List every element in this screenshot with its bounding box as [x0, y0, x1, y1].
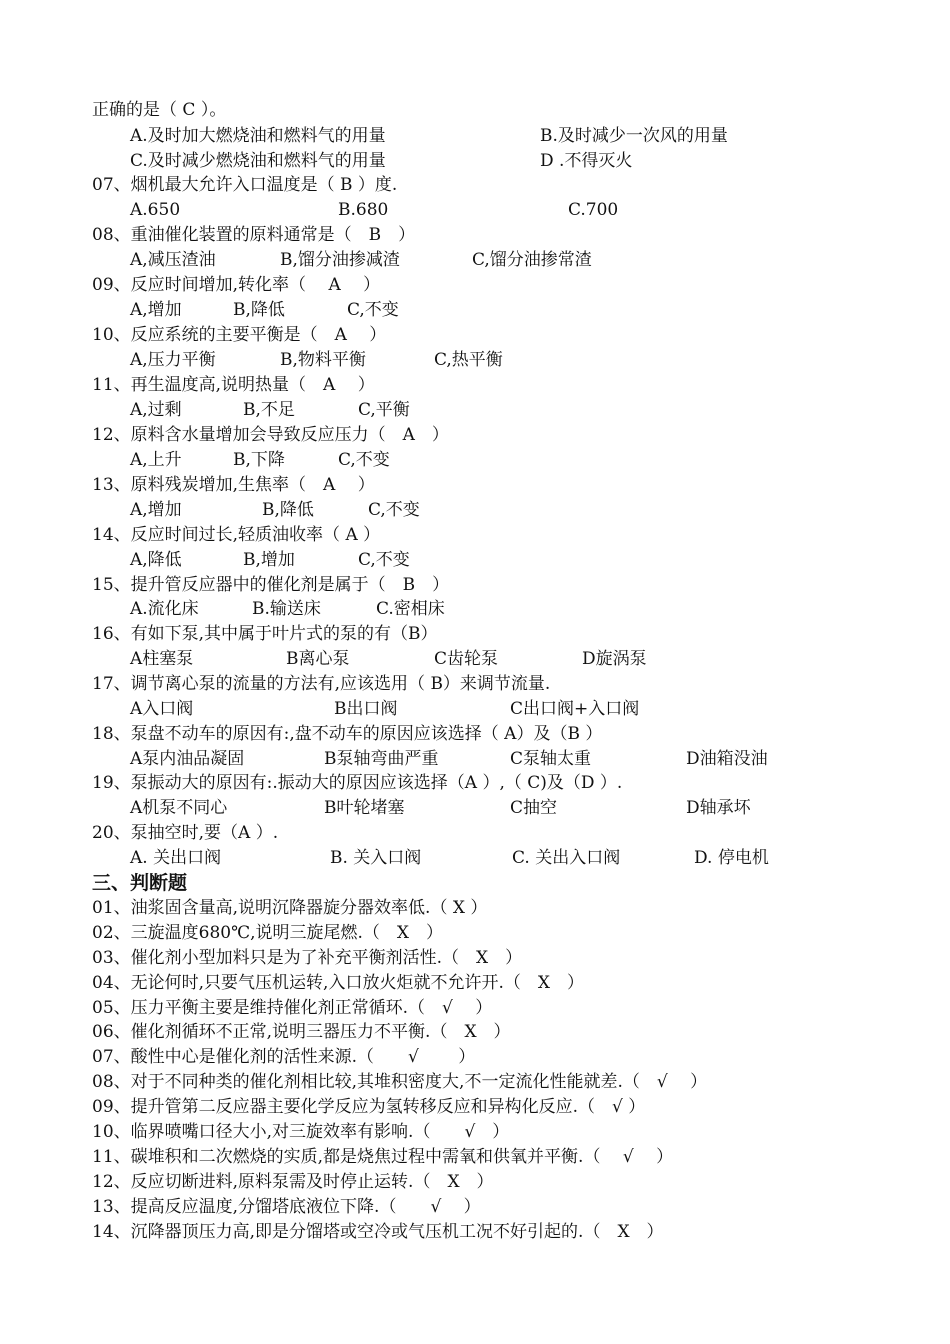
option-d: D旋涡泵: [582, 649, 647, 669]
question-06-options-row-1: [0, 124, 950, 149]
option-c: C抽空: [510, 798, 558, 818]
question-stem: 07、烟机最大允许入口温度是（ B ）度.: [92, 175, 398, 195]
option-c: C,不变: [347, 300, 399, 320]
question-14-options: [0, 548, 950, 573]
question-19-options: [0, 796, 950, 821]
question-07: [0, 173, 950, 198]
question-08: [0, 223, 950, 248]
question-08-options: [0, 248, 950, 273]
question-12-options: [0, 448, 950, 473]
question-stem: 17、调节离心泵的流量的方法有,应该选用（ B）来调节流量.: [92, 674, 551, 694]
judgement-item: [0, 1145, 950, 1170]
option-d: D. 停电机: [694, 848, 769, 868]
question-stem: 15、提升管反应器中的催化剂是属于（ B ）: [92, 575, 450, 595]
option-b: B. 关入口阀: [330, 848, 422, 868]
option-c: C.密相床: [376, 599, 445, 619]
question-stem: 18、泵盘不动车的原因有:,盘不动车的原因应该选择（ A）及（B ）: [92, 724, 603, 744]
question-18: [0, 722, 950, 747]
option-d: D油箱没油: [686, 749, 768, 769]
option-c: C. 关出入口阀: [512, 848, 621, 868]
judgement-item: [0, 996, 950, 1021]
section-heading-row: [0, 871, 950, 896]
option-a: A,减压渣油: [130, 250, 216, 270]
judgement-item: [0, 1170, 950, 1195]
question-11: [0, 373, 950, 398]
question-12: [0, 423, 950, 448]
question-stem: 19、泵振动大的原因有:.振动大的原因应该选择（A ）,（ C)及（D ）.: [92, 773, 623, 793]
option-a: A.及时加大燃烧油和燃料气的用量: [130, 126, 386, 146]
option-b: B.及时减少一次风的用量: [540, 126, 728, 146]
question-stem: 13、原料残炭增加,生焦率（ A ）: [92, 475, 375, 495]
question-10-options: [0, 348, 950, 373]
question-07-options: [0, 198, 950, 223]
question-20: [0, 821, 950, 846]
judgement-item: [0, 946, 950, 971]
question-15: [0, 573, 950, 598]
judgement-text: 05、压力平衡主要是维持催化剂正常循环.（ √ ）: [92, 998, 493, 1018]
option-b: B,不足: [243, 400, 295, 420]
option-a: A柱塞泵: [130, 649, 194, 669]
judgement-item: [0, 921, 950, 946]
option-c: C,不变: [368, 500, 420, 520]
option-b: B,降低: [262, 500, 314, 520]
judgement-item: [0, 896, 950, 921]
question-06-continuation: [0, 98, 950, 123]
question-15-options: [0, 597, 950, 622]
option-a: A.流化床: [130, 599, 199, 619]
judgement-text: 06、催化剂循环不正常,说明三器压力不平衡.（ X ）: [92, 1022, 511, 1042]
option-a: A机泵不同心: [130, 798, 228, 818]
question-20-options: [0, 846, 950, 871]
judgement-text: 03、催化剂小型加料只是为了补充平衡剂活性.（ X ）: [92, 948, 523, 968]
option-c: C出口阀+入口阀: [510, 699, 640, 719]
question-17: [0, 672, 950, 697]
question-stem: 08、重油催化装置的原料通常是（ B ）: [92, 225, 416, 245]
option-a: A.650: [130, 200, 181, 220]
judgement-text: 04、无论何时,只要气压机运转,入口放火炬就不允许开.（ X ）: [92, 973, 584, 993]
judgement-item: [0, 1020, 950, 1045]
option-c: C.及时减少燃烧油和燃料气的用量: [130, 151, 386, 171]
question-stem: 16、有如下泵,其中属于叶片式的泵的有（B）: [92, 624, 438, 644]
question-13-options: [0, 498, 950, 523]
option-a: A,压力平衡: [130, 350, 216, 370]
option-b: B.680: [338, 200, 389, 220]
option-c: C,不变: [358, 550, 410, 570]
option-c: C齿轮泵: [434, 649, 499, 669]
option-a: A泵内油品凝固: [130, 749, 245, 769]
question-16: [0, 622, 950, 647]
question-16-options: [0, 647, 950, 672]
option-b: B离心泵: [286, 649, 350, 669]
judgement-text: 09、提升管第二反应器主要化学反应为氢转移反应和异构化反应.（ √ ）: [92, 1097, 646, 1117]
option-b: B,下降: [233, 450, 285, 470]
option-a: A. 关出口阀: [130, 848, 222, 868]
judgement-item: [0, 971, 950, 996]
option-a: A,过剩: [130, 400, 182, 420]
question-17-options: [0, 697, 950, 722]
question-stem: 20、泵抽空时,要（A ）.: [92, 823, 279, 843]
judgement-text: 08、对于不同种类的催化剂相比较,其堆积密度大,不一定流化性能就差.（ √ ）: [92, 1072, 708, 1092]
judgement-item: [0, 1120, 950, 1145]
option-b: B.输送床: [252, 599, 321, 619]
option-b: B出口阀: [334, 699, 398, 719]
question-13: [0, 473, 950, 498]
question-stem: 12、原料含水量增加会导致反应压力（ A ）: [92, 425, 449, 445]
option-c: C,馏分油掺常渣: [472, 250, 592, 270]
judgement-text: 01、油浆固含量高,说明沉降器旋分器效率低.（ X ）: [92, 898, 488, 918]
question-stem: 11、再生温度高,说明热量（ A ）: [92, 375, 375, 395]
option-a: A,降低: [130, 550, 182, 570]
question-19: [0, 771, 950, 796]
judgement-text: 07、酸性中心是催化剂的活性来源.（ √ ）: [92, 1047, 476, 1067]
section-heading: 三、判断题: [92, 872, 188, 894]
option-a: A入口阀: [130, 699, 194, 719]
option-b: B泵轴弯曲严重: [324, 749, 439, 769]
option-b: B,馏分油掺减渣: [280, 250, 400, 270]
question-06-options-row-2: [0, 149, 950, 174]
question-09: [0, 273, 950, 298]
option-a: A,增加: [130, 500, 182, 520]
judgement-item: [0, 1070, 950, 1095]
judgement-text: 02、三旋温度680℃,说明三旋尾燃.（ X ）: [92, 923, 444, 943]
judgement-item: [0, 1195, 950, 1220]
question-text: 正确的是（ C ）。: [92, 100, 227, 120]
option-a: A,增加: [130, 300, 182, 320]
option-c: C.700: [568, 200, 619, 220]
judgement-text: 11、碳堆积和二次燃烧的实质,都是烧焦过程中需氧和供氧并平衡.（ √ ）: [92, 1147, 674, 1167]
option-a: A,上升: [130, 450, 182, 470]
judgement-item: [0, 1095, 950, 1120]
question-stem: 10、反应系统的主要平衡是（ A ）: [92, 325, 387, 345]
judgement-text: 12、反应切断进料,原料泵需及时停止运转.（ X ）: [92, 1172, 494, 1192]
judgement-text: 10、临界喷嘴口径大小,对三旋效率有影响.（ √ ）: [92, 1122, 510, 1142]
question-09-options: [0, 298, 950, 323]
option-b: B,增加: [243, 550, 295, 570]
judgement-text: 14、沉降器顶压力高,即是分馏塔或空冷或气压机工况不好引起的.（ X ）: [92, 1222, 664, 1242]
question-stem: 14、反应时间过长,轻质油收率（ A ）: [92, 525, 381, 545]
option-c: C,热平衡: [434, 350, 503, 370]
option-b: B,物料平衡: [280, 350, 366, 370]
option-c: C,平衡: [358, 400, 410, 420]
question-11-options: [0, 398, 950, 423]
option-c: C,不变: [338, 450, 390, 470]
judgement-item: [0, 1045, 950, 1070]
question-14: [0, 523, 950, 548]
judgement-text: 13、提高反应温度,分馏塔底液位下降.（ √ ）: [92, 1197, 481, 1217]
option-b: B叶轮堵塞: [324, 798, 405, 818]
question-stem: 09、反应时间增加,转化率（ A ）: [92, 275, 381, 295]
option-b: B,降低: [233, 300, 285, 320]
option-d: D .不得灭火: [540, 151, 633, 171]
question-10: [0, 323, 950, 348]
option-d: D轴承坏: [686, 798, 751, 818]
judgement-item: [0, 1220, 950, 1245]
option-c: C泵轴太重: [510, 749, 592, 769]
question-18-options: [0, 747, 950, 772]
